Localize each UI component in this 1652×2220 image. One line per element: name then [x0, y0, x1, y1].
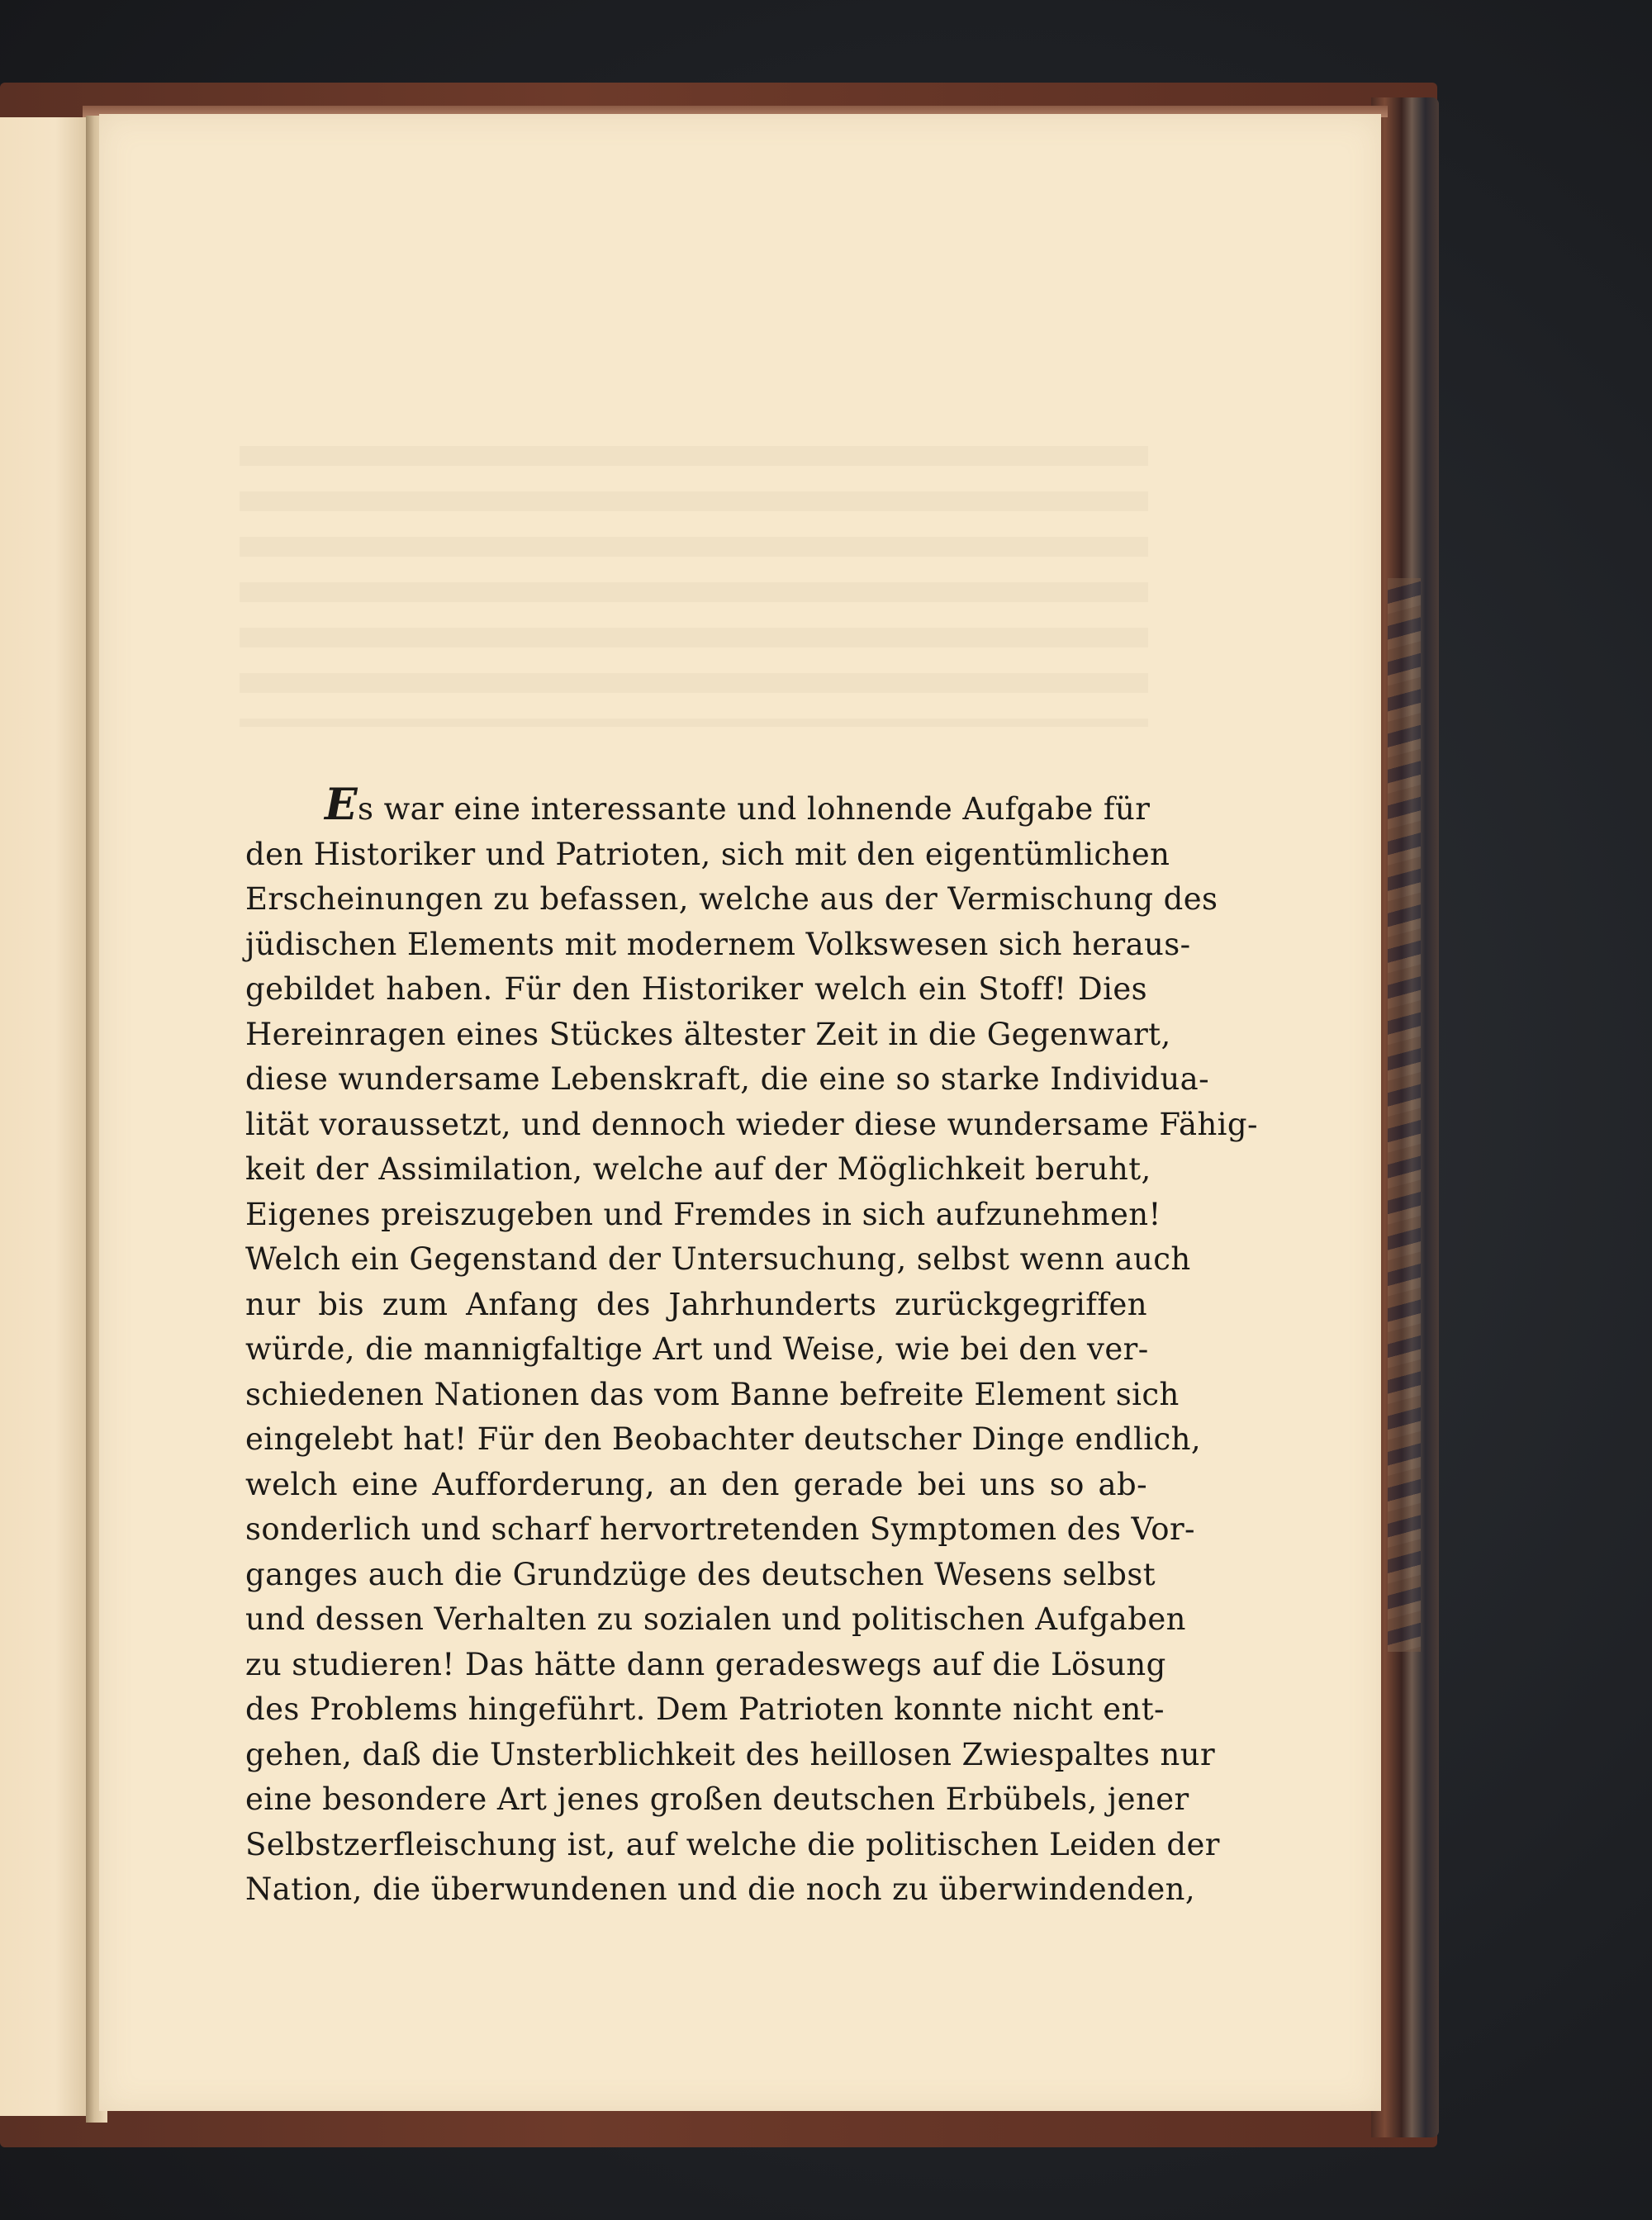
text-line: jüdischen Elements mit modernem Volkswesen sich heraus-	[245, 926, 1191, 962]
first-line-text: s war eine interessante und lohnende Aufgabe für	[358, 791, 1151, 827]
text-line: und dessen Verhalten zu sozialen und politischen Aufgaben	[245, 1601, 1186, 1637]
text-line: gehen, daß die Unsterblichkeit des heillosen Zwiespaltes nur	[245, 1736, 1216, 1772]
text-line: lität voraussetzt, und dennoch wieder diese wundersame Fähig-	[245, 1106, 1258, 1142]
text-line: zu studieren! Das hätte dann geradeswegs auf die Lösung	[245, 1646, 1166, 1682]
text-line: schiedenen Nationen das vom Banne befreite Element sich	[245, 1376, 1180, 1412]
text-line: den Historiker und Patrioten, sich mit den eigentümlichen	[245, 836, 1170, 872]
text-line: keit der Assimilation, welche auf der Möglichkeit beruht,	[245, 1151, 1151, 1187]
text-line: diese wundersame Lebenskraft, die eine so starke Individua-	[245, 1061, 1210, 1097]
text-line: Welch ein Gegenstand der Untersuchung, selbst wenn auch	[245, 1241, 1191, 1277]
text-line: welch eine Aufforderung, an den gerade bei uns so ab-	[245, 1466, 1147, 1502]
text-line: des Problems hingeführt. Dem Patrioten konnte nicht ent-	[245, 1691, 1165, 1727]
text-line: eine besondere Art jenes großen deutschen Erbübels, jener	[245, 1781, 1189, 1817]
text-line: gebildet haben. Für den Historiker welch ein Stoff! Dies	[245, 971, 1147, 1007]
text-line: nur bis zum Anfang des Jahrhunderts zurückgegriffen	[245, 1286, 1147, 1322]
text-line: ganges auch die Grundzüge des deutschen Wesens selbst	[245, 1556, 1156, 1592]
text-line: eingelebt hat! Für den Beobachter deutscher Dinge endlich,	[245, 1421, 1201, 1457]
body-text	[245, 780, 1258, 1913]
text-line: Erscheinungen zu befassen, welche aus der Vermischung des	[245, 881, 1218, 917]
show-through-text	[240, 446, 1148, 727]
text-line: Eigenes preiszugeben und Fremdes in sich aufzunehmen!	[245, 1196, 1161, 1232]
marbled-edge	[1388, 578, 1421, 1652]
text-line: Selbstzerfleischung ist, auf welche die politischen Leiden der	[245, 1826, 1220, 1862]
text-line: würde, die mannigfaltige Art und Weise, wie bei den ver-	[245, 1331, 1149, 1367]
text-line: sonderlich und scharf hervortretenden Symptomen des Vor-	[245, 1511, 1195, 1547]
facing-page	[0, 117, 93, 2116]
drop-cap: E	[325, 780, 358, 830]
text-line	[245, 780, 1151, 832]
text-line: Nation, die überwundenen und die noch zu überwindenden,	[245, 1871, 1196, 1907]
text-line: Hereinragen eines Stückes ältester Zeit in die Gegenwart,	[245, 1016, 1171, 1052]
